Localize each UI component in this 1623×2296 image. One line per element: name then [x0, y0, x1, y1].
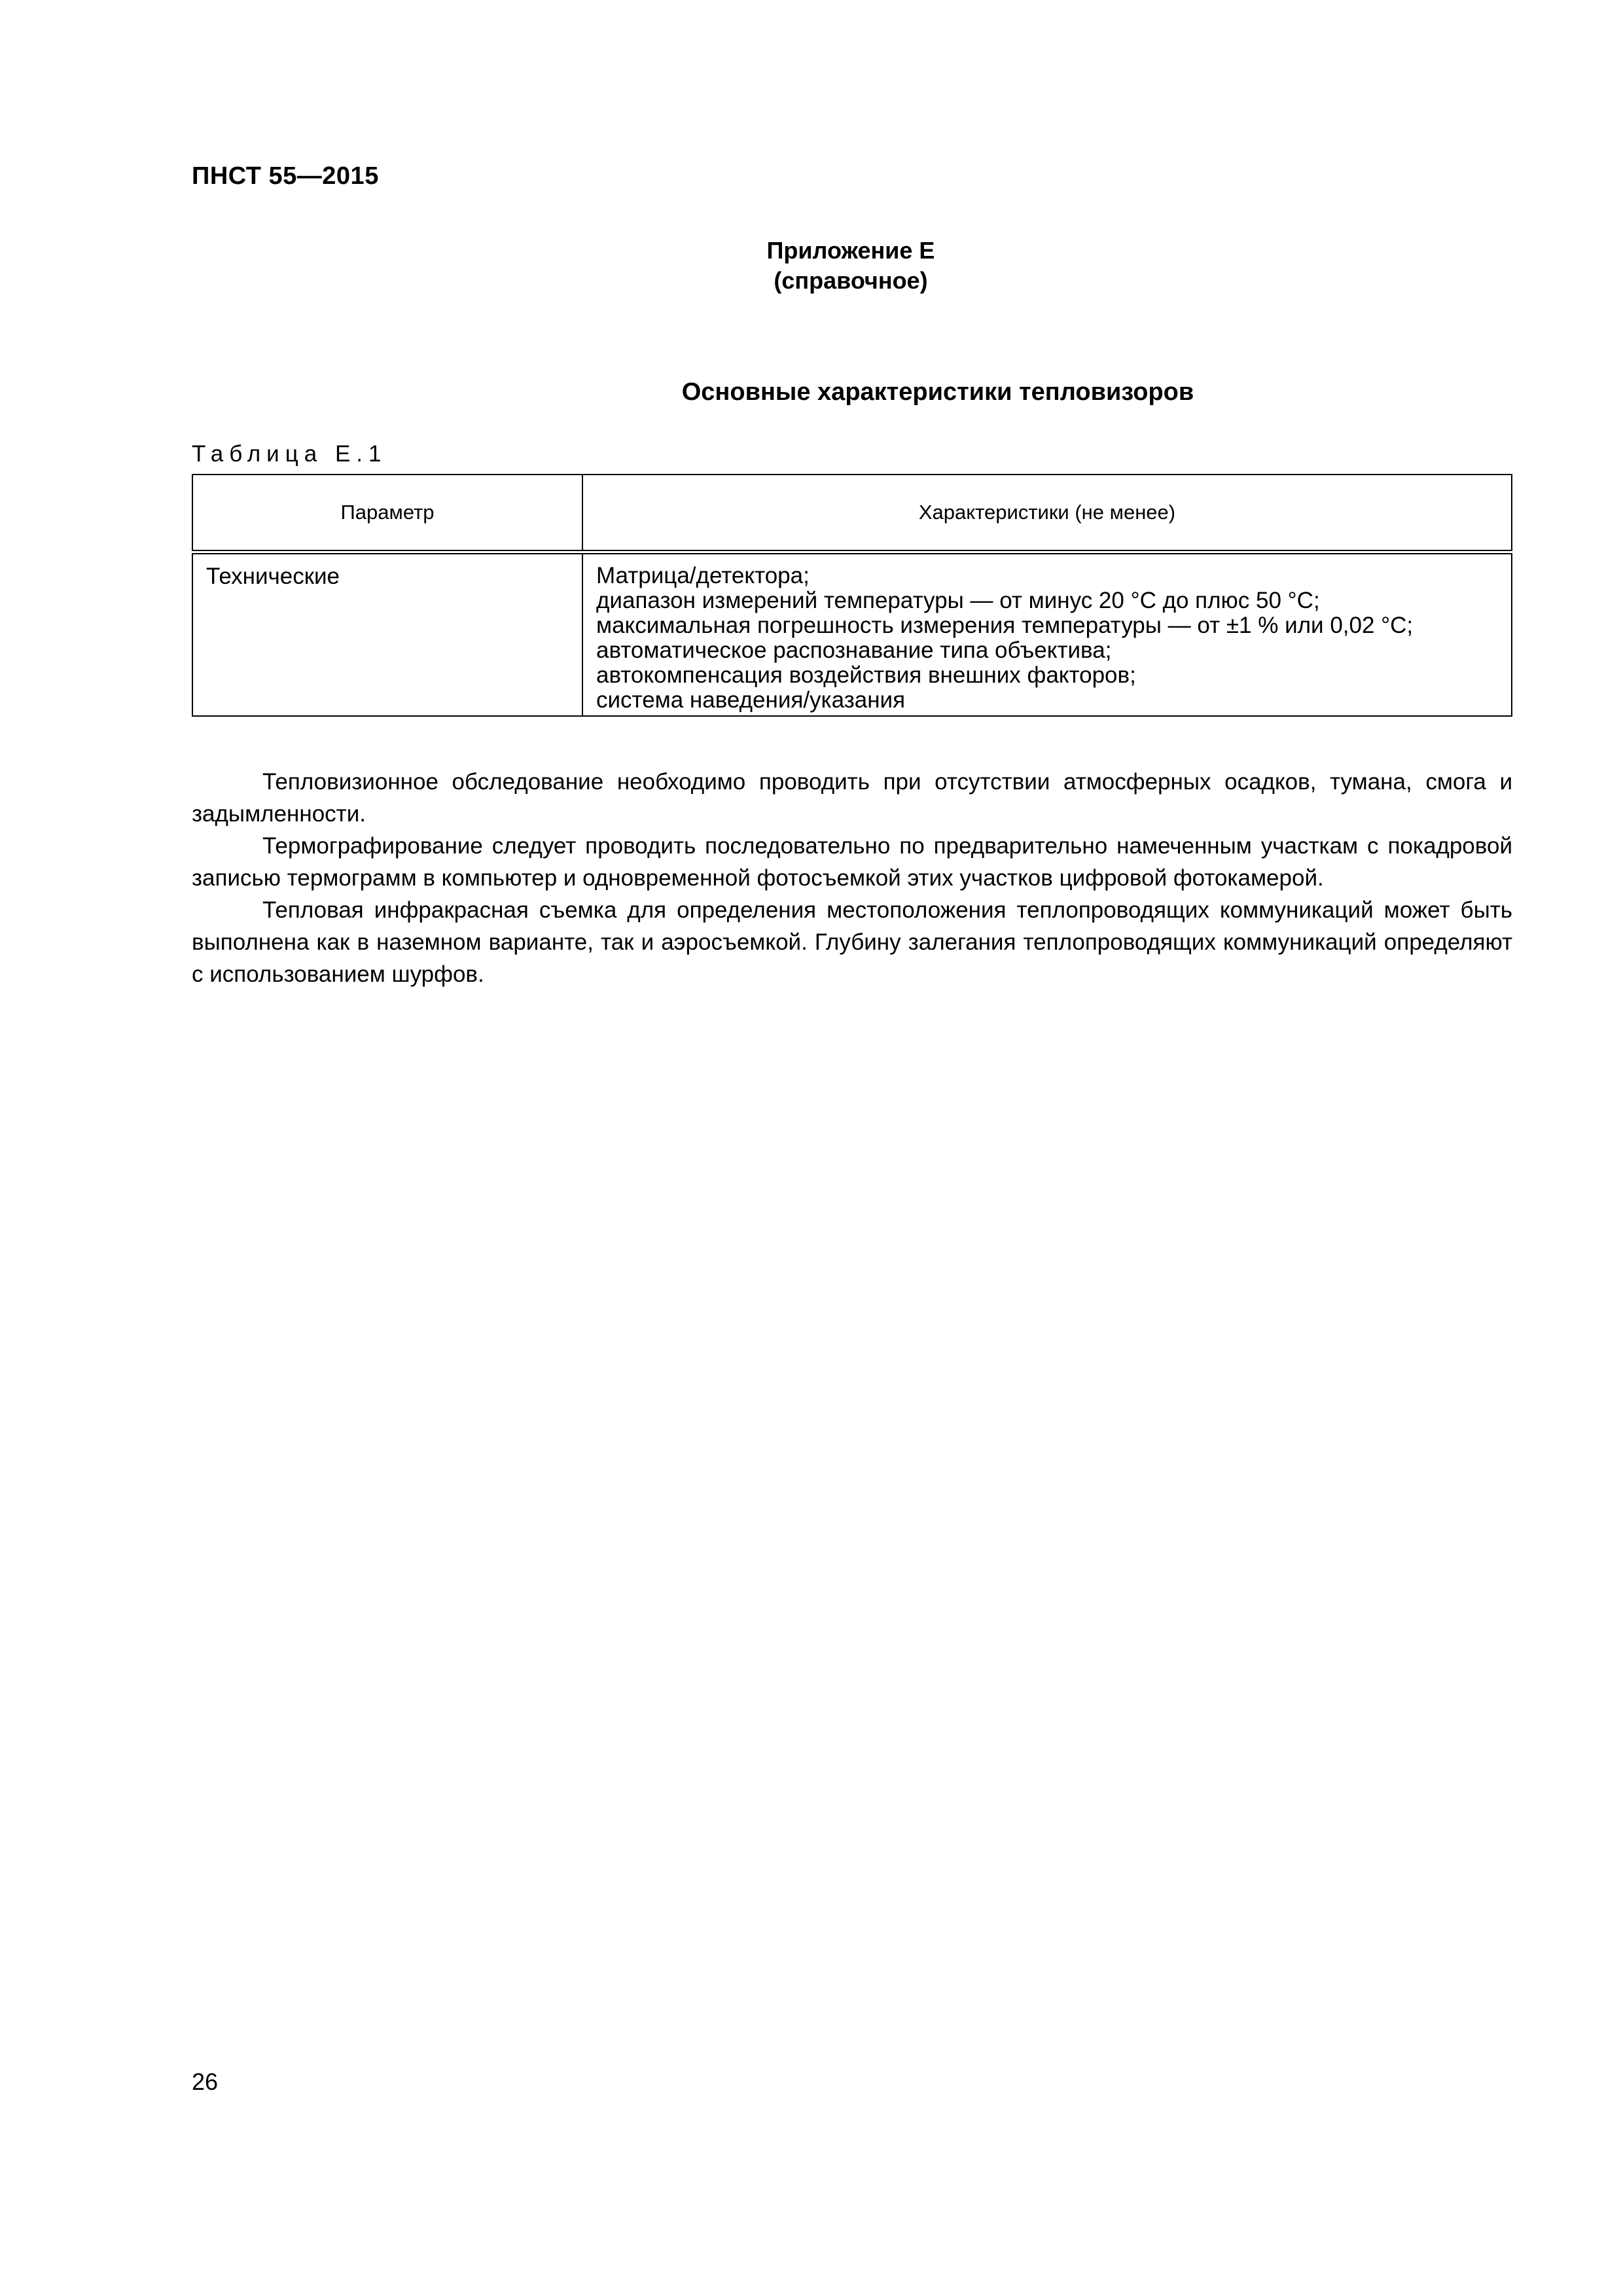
characteristic-line: диапазон измерений температуры — от минус 20 °С до плюс 50 °С; [596, 588, 1320, 613]
characteristic-line: максимальная погрешность измерения температуры — от ±1 % или 0,02 °С; [596, 613, 1414, 638]
characteristic-line: автокомпенсация воздействия внешних факторов; [596, 662, 1136, 688]
paragraph: Тепловая инфракрасная съемка для определения местоположения теплопроводящих коммуникаций может быть выполнена как в наземном варианте, так и аэросъемкой. Глубину залегания теплопроводящих коммуникаций определяют с использованием шурфов. [192, 897, 1512, 987]
body-text [192, 766, 1512, 990]
characteristic-line: система наведения/указания [596, 687, 906, 713]
page-number: 26 [192, 2068, 219, 2095]
table-header-row [192, 475, 1512, 552]
section-title [192, 378, 1514, 406]
appendix-title: Приложение Е [766, 237, 935, 264]
column-header-characteristics: Характеристики (не менее) [582, 475, 1512, 552]
table-caption: Таблица Е.1 [192, 441, 387, 467]
table-row [192, 552, 1512, 717]
column-header-parameter: Параметр [192, 475, 582, 552]
paragraph: Тепловизионное обследование необходимо проводить при отсутствии атмосферных осадков, тумана, смога и задымленности. [192, 769, 1512, 827]
section-title-text: Основные характеристики тепловизоров [681, 378, 1194, 406]
paragraph: Термографирование следует проводить последовательно по предварительно намеченным участкам с покадровой записью термограмм в компьютер и одновременной фотосъемкой этих участков цифровой фотокамерой. [192, 833, 1512, 891]
characteristics-cell [582, 552, 1512, 717]
characteristic-line: автоматическое распознавание типа объектива; [596, 637, 1112, 663]
parameter-cell: Технические [192, 552, 582, 717]
appendix-type: (справочное) [774, 267, 928, 294]
characteristic-line: Матрица/детектора; [596, 563, 810, 588]
document-code: ПНСТ 55—2015 [192, 162, 379, 190]
characteristics-table [192, 474, 1512, 717]
